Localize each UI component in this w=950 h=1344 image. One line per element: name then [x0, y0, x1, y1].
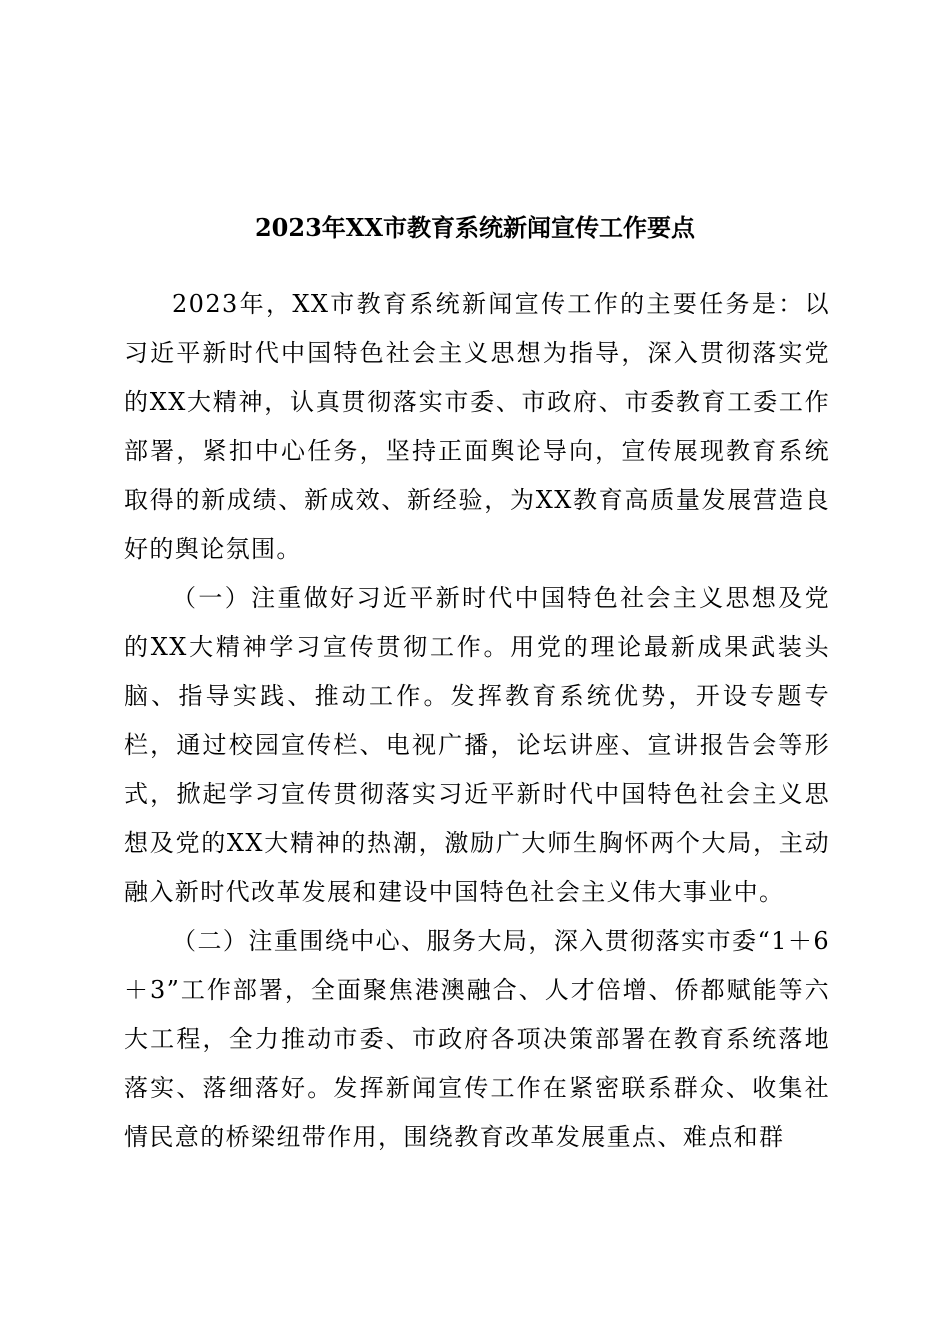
- section-two-paragraph: （二）注重围绕中心、服务大局，深入贯彻落实市委“1＋6＋3”工作部署，全面聚焦港澳融合、人才倍增、侨都赋能等六大工程，全力推动市委、市政府各项决策部署在教育系统落地落实、落细落好。发挥新闻宣传工作在紧密联系群众、收集社情民意的桥梁纽带作用，围绕教育改革发展重点、难点和群: [124, 927, 830, 1151]
- intro-paragraph: 2023年，XX市教育系统新闻宣传工作的主要任务是：以习近平新时代中国特色社会主义思想为指导，深入贯彻落实党的XX大精神，认真贯彻落实市委、市政府、市委教育工委工作部署，紧扣中心任务，坚持正面舆论导向，宣传展现教育系统取得的新成绩、新成效、新经验，为XX教育高质量发展营造良好的舆论氛围。: [124, 290, 830, 563]
- document-body: [124, 280, 830, 1162]
- document-title: 2023年XX市教育系统新闻宣传工作要点: [254, 213, 696, 242]
- section-one-paragraph: （一）注重做好习近平新时代中国特色社会主义思想及党的XX大精神学习宣传贯彻工作。用党的理论最新成果武装头脑、指导实践、推动工作。发挥教育系统优势，开设专题专栏，通过校园宣传栏、电视广播，论坛讲座、宣讲报告会等形式，掀起学习宣传贯彻落实习近平新时代中国特色社会主义思想及党的XX大精神的热潮，激励广大师生胸怀两个大局，主动融入新时代改革发展和建设中国特色社会主义伟大事业中。: [124, 584, 830, 906]
